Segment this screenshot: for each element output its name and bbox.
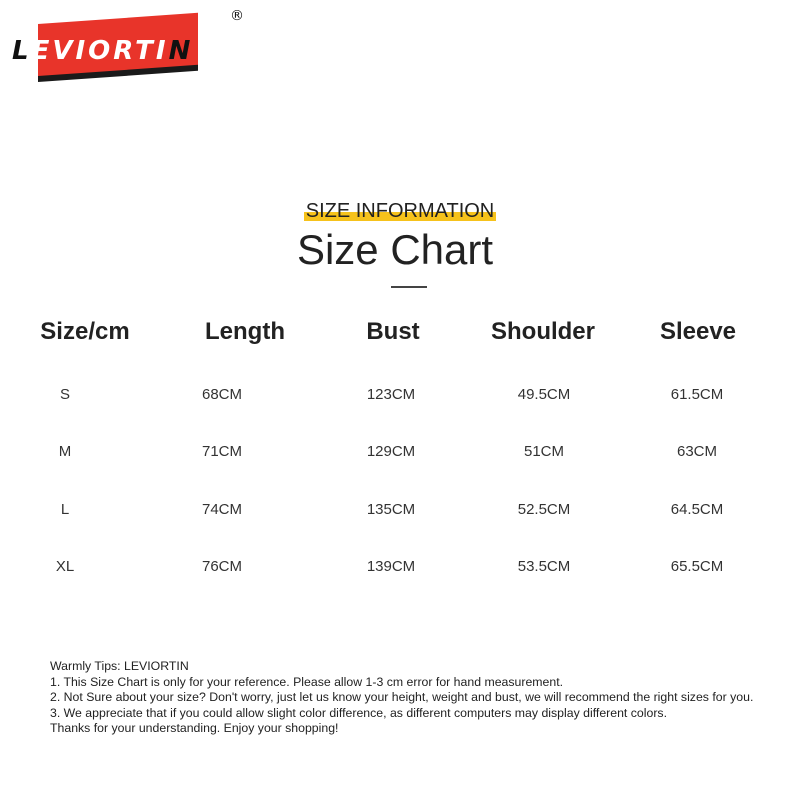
tips-heading: Warmly Tips: LEVIORTIN bbox=[50, 659, 189, 673]
table-cell: 71CM bbox=[201, 443, 242, 460]
page-title: Size Chart bbox=[296, 226, 494, 273]
table-cell: 135CM bbox=[366, 501, 416, 518]
logo-text: LEVIORTIN bbox=[12, 36, 194, 66]
table-cell: 52.5CM bbox=[517, 501, 571, 518]
section-subtitle: SIZE INFORMATION bbox=[305, 200, 495, 222]
table-cell: 129CM bbox=[366, 443, 416, 460]
tip-line: 1. This Size Chart is only for your reference. Please allow 1-3 cm error for hand measurement. bbox=[50, 674, 564, 689]
title-divider bbox=[391, 286, 427, 288]
column-header-shoulder: Shoulder bbox=[490, 318, 595, 345]
tips-closing: Thanks for your understanding. Enjoy your shopping! bbox=[50, 721, 339, 735]
table-cell: 65.5CM bbox=[670, 558, 724, 575]
table-cell: 51CM bbox=[523, 443, 564, 460]
column-header-length: Length bbox=[205, 318, 285, 345]
table-cell: 61.5CM bbox=[670, 386, 724, 403]
registered-mark: ® bbox=[230, 8, 244, 24]
table-cell: 64.5CM bbox=[670, 501, 724, 518]
table-cell: 76CM bbox=[201, 558, 242, 575]
tips-section bbox=[50, 659, 795, 737]
table-cell: M bbox=[58, 443, 72, 460]
table-cell: 68CM bbox=[201, 386, 242, 403]
table-cell: 53.5CM bbox=[517, 558, 571, 575]
table-cell: 139CM bbox=[366, 558, 416, 575]
column-header-bust: Bust bbox=[366, 318, 420, 345]
table-cell: 63CM bbox=[676, 443, 717, 460]
tip-line: 2. Not Sure about your size? Don't worry, just let us know your height, weight and bust, we will recommend the right sizes for you. bbox=[50, 690, 754, 704]
column-header-size: Size/cm bbox=[40, 318, 130, 345]
column-header-sleeve: Sleeve bbox=[659, 318, 737, 345]
table-cell: 49.5CM bbox=[517, 386, 571, 403]
table-cell: XL bbox=[55, 558, 75, 575]
brand-logo bbox=[0, 0, 260, 90]
table-cell: L bbox=[60, 501, 70, 518]
table-cell: 123CM bbox=[366, 386, 416, 403]
table-cell: S bbox=[59, 386, 70, 403]
subtitle-wrap bbox=[0, 200, 800, 223]
tip-line: 3. We appreciate that if you could allow slight color difference, as different computers may display different colors. bbox=[50, 705, 667, 720]
table-cell: 74CM bbox=[201, 501, 242, 518]
